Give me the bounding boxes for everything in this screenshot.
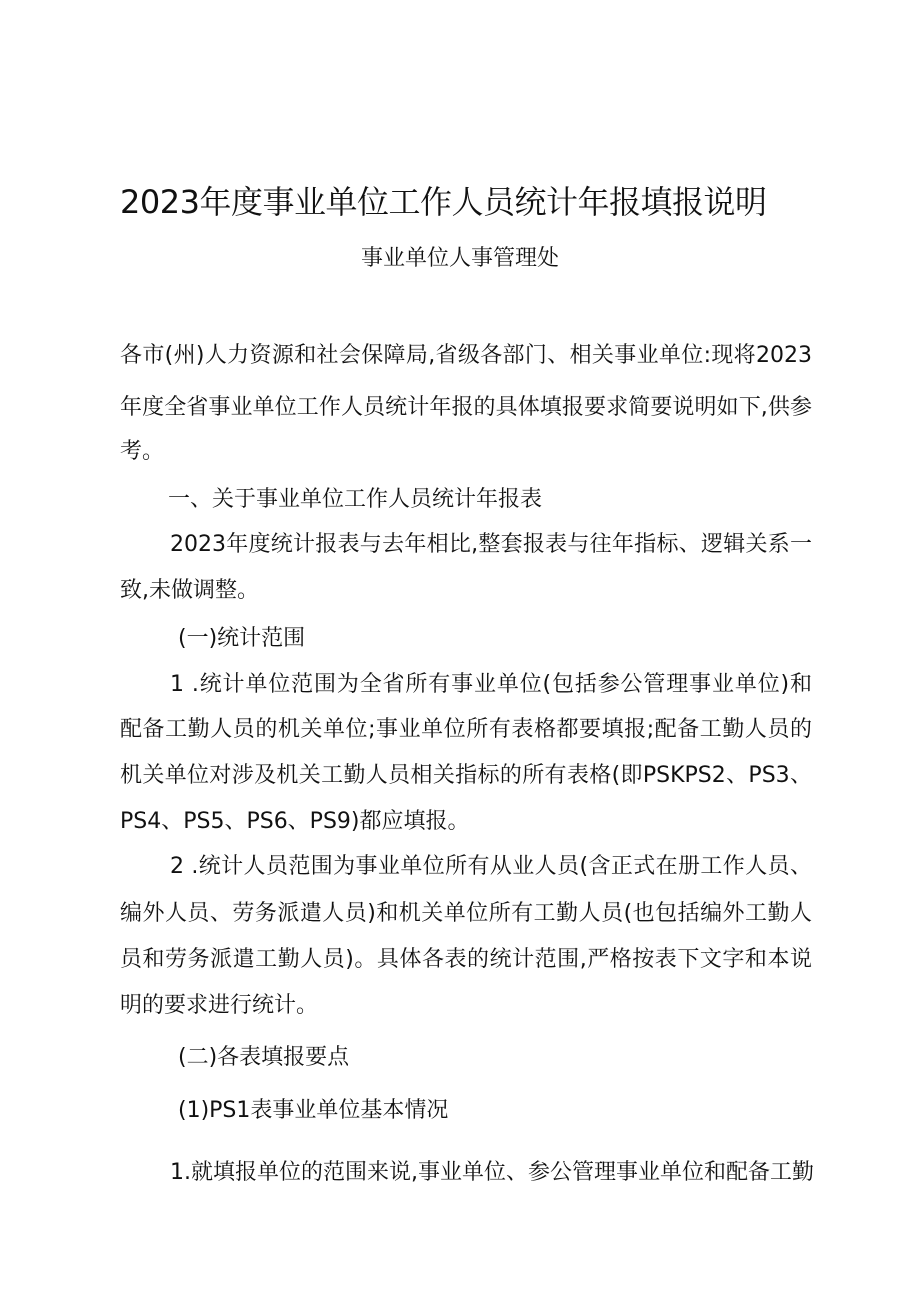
sub1-heading: (一)统计范围 (178, 626, 306, 651)
item2-line-1: 2 .统计人员范围为事业单位所有从业人员(含正式在册工作人员、 (170, 854, 812, 879)
ps1-item-line-1: 1.就填报单位的范围来说,事业单位、参公管理事业单位和配备工勤 (170, 1160, 814, 1185)
item1-line-1: 1 .统计单位范围为全省所有事业单位(包括参公管理事业单位)和 (170, 672, 812, 697)
item2-line-2: 编外人员、劳务派遣人员)和机关单位所有工勤人员(也包括编外工勤人 (120, 901, 812, 926)
intro-line-1: 各市(州)人力资源和社会保障局,省级各部门、相关事业单位:现将2023 (120, 343, 812, 368)
item1-line-2: 配备工勤人员的机关单位;事业单位所有表格都要填报;配备工勤人员的 (120, 717, 812, 742)
intro-line-2: 年度全省事业单位工作人员统计年报的具体填报要求简要说明如下,供参 (120, 395, 812, 420)
item2-line-4: 明的要求进行统计。 (120, 993, 319, 1018)
document-subtitle: 事业单位人事管理处 (360, 246, 559, 271)
item1-line-4: PS4、PS5、PS6、PS9)都应填报。 (120, 809, 470, 834)
sub2-item-heading: (1)PS1表事业单位基本情况 (178, 1098, 449, 1123)
sub2-heading: (二)各表填报要点 (178, 1045, 350, 1070)
section1-body-line-2: 致,未做调整。 (120, 578, 259, 603)
item2-line-3: 员和劳务派遣工勤人员)。具体各表的统计范围,严格按表下文字和本说 (120, 947, 812, 972)
section1-body-line-1: 2023年度统计报表与去年相比,整套报表与往年指标、逻辑关系一 (170, 532, 812, 557)
section1-heading: 一、关于事业单位工作人员统计年报表 (168, 487, 543, 512)
intro-line-3: 考。 (120, 439, 165, 464)
document-title: 2023年度事业单位工作人员统计年报填报说明 (120, 183, 767, 221)
item1-line-3: 机关单位对涉及机关工勤人员相关指标的所有表格(即PSKPS2、PS3、 (120, 763, 812, 788)
